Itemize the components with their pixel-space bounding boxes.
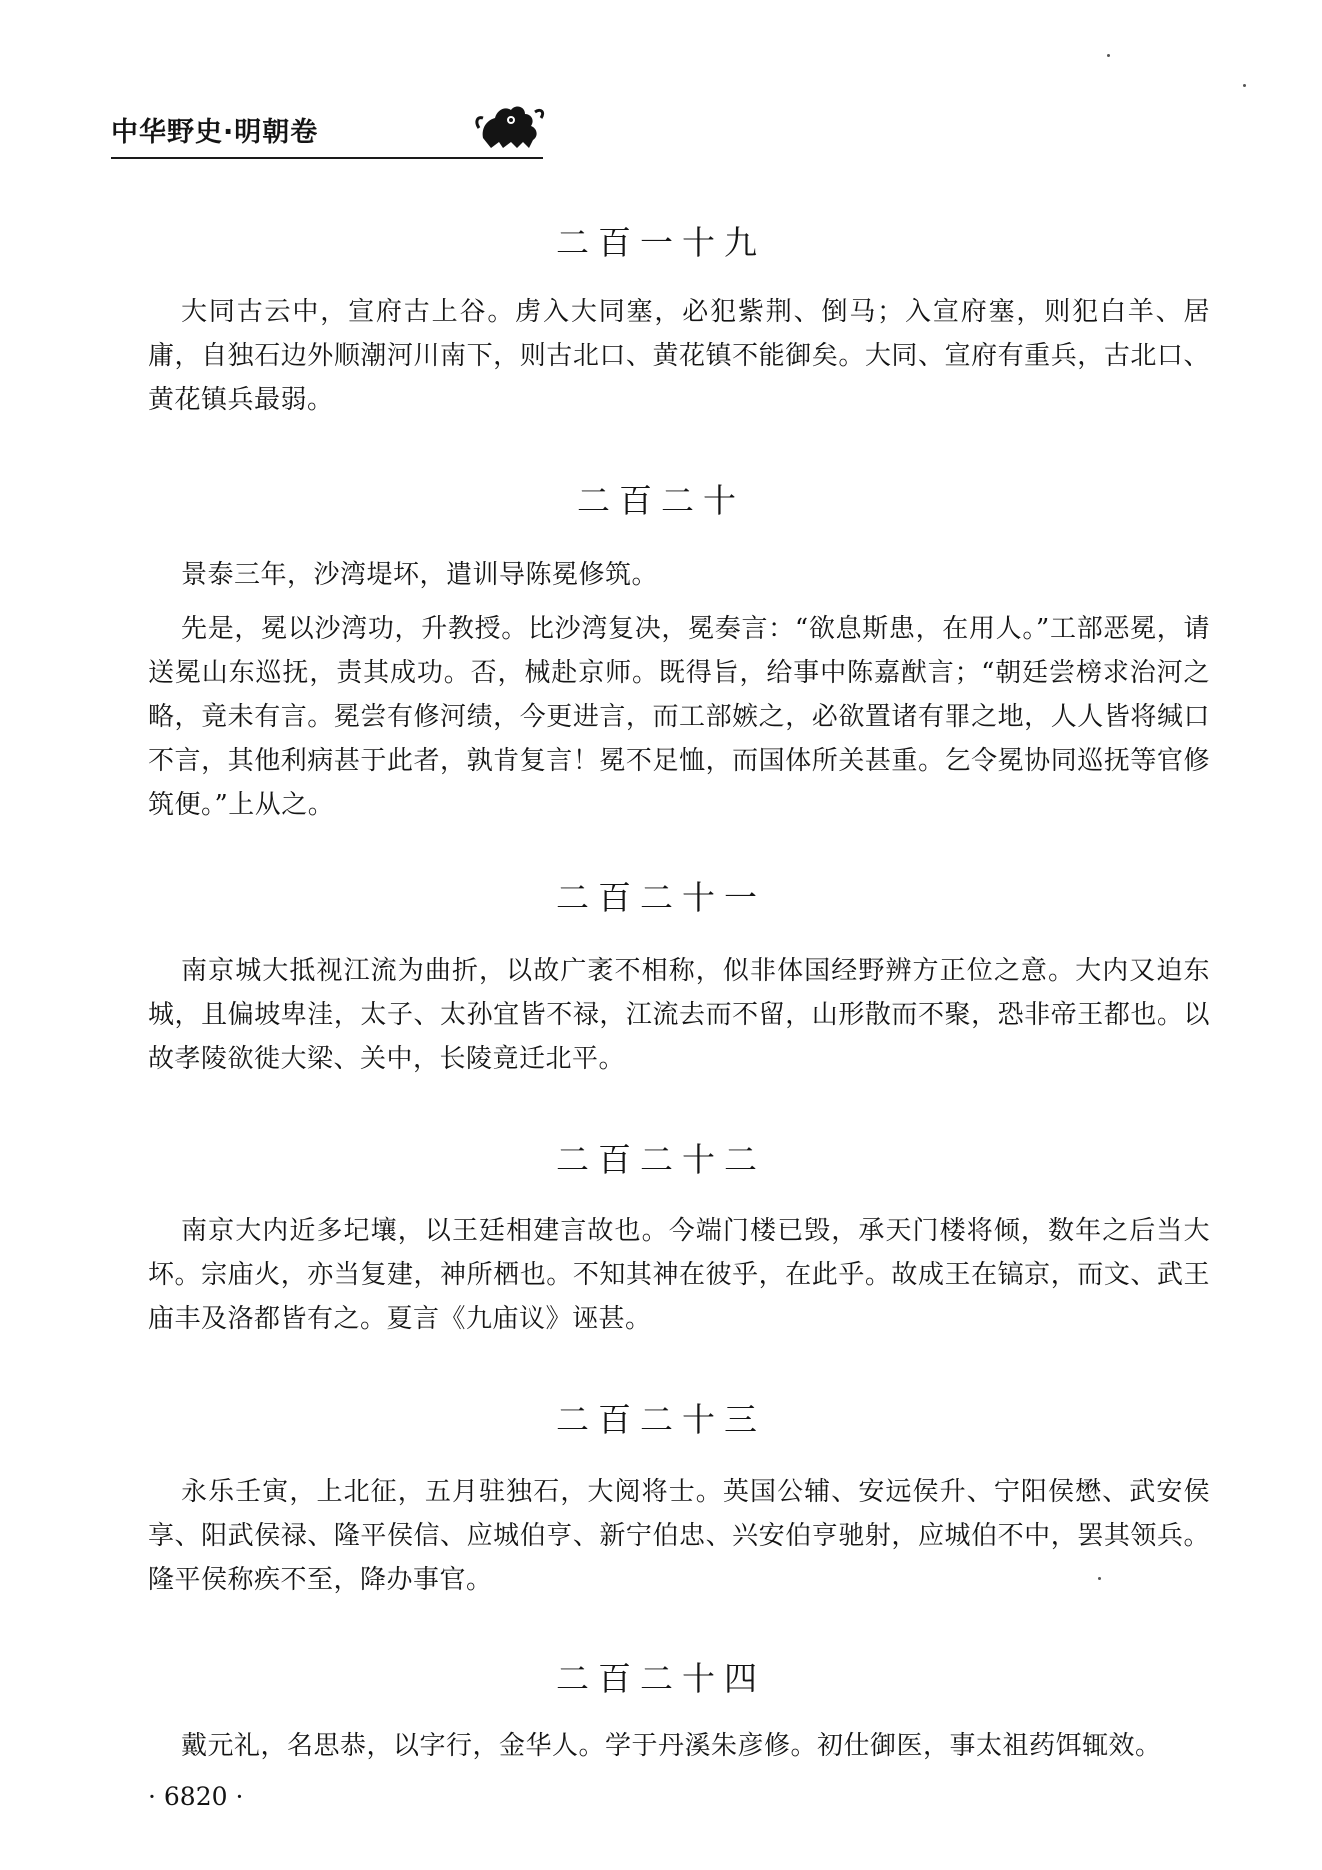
paragraph: 戴元礼，名思恭，以字行，金华人。学于丹溪朱彦修。初仕御医，事太祖药饵辄效。 <box>181 1731 1162 1761</box>
paragraph: 先是，冕以沙湾功，升教授。比沙湾复决，冕奏言：“欲息斯患，在用人。”工部恶冕，请送冕山东巡抚，责其成功。否，械赴京师。既得旨，给事中陈嘉猷言；“朝廷尝榜求治河之略，竟未有言。冕尝有修河绩，今更进言，而工部嫉之，必欲置诸有罪之地，人人皆将缄口不言，其他利病甚于此者，孰肯复言！冕不足恤，而国体所关甚重。乞令冕协同巡抚等官修筑便。”上从之。 <box>148 614 1210 820</box>
section-heading: 二百二十四 <box>556 1659 766 1698</box>
paragraph: 南京城大抵视江流为曲折，以故广袤不相称，似非体国经野辨方正位之意。大内又迫东城，且偏坡卑洼，太子、太孙宜皆不禄，江流去而不留，山形散而不聚，恐非帝王都也。以故孝陵欲徙大梁、关中，长陵竟迁北平。 <box>148 956 1210 1074</box>
paragraph: 永乐壬寅，上北征，五月驻独石，大阅将士。英国公辅、安远侯升、宁阳侯懋、武安侯享、阳武侯禄、隆平侯信、应城伯亨、新宁伯忠、兴安伯亨驰射，应城伯不中，罢其领兵。隆平侯称疾不至，降办事官。 <box>148 1477 1210 1595</box>
section-heading: 二百一十九 <box>556 223 766 262</box>
section-heading: 二百二十二 <box>556 1140 766 1179</box>
scan-speck <box>1098 1577 1101 1580</box>
paragraph: 大同古云中，宣府古上谷。虏入大同塞，必犯紫荆、倒马；入宣府塞，则犯白羊、居庸，自独石边外顺潮河川南下，则古北口、黄花镇不能御矣。大同、宣府有重兵，古北口、黄花镇兵最弱。 <box>148 297 1210 415</box>
header-rule <box>111 157 543 159</box>
running-header <box>111 98 543 156</box>
section-heading: 二百二十 <box>577 481 745 520</box>
book-title: 中华野史·明朝卷 <box>111 117 319 148</box>
scan-speck <box>1243 84 1246 87</box>
section-heading: 二百二十三 <box>556 1400 766 1439</box>
page-number: · 6820 · <box>148 1782 244 1811</box>
paragraph: 南京大内近多圮壤，以王廷相建言故也。今端门楼已毁，承天门楼将倾，数年之后当大坏。宗庙火，亦当复建，神所栖也。不知其神在彼乎，在此乎。故成王在镐京，而文、武王庙丰及洛都皆有之。夏言《九庙议》诬甚。 <box>148 1216 1210 1334</box>
paragraph: 景泰三年，沙湾堤坏，遣训导陈冕修筑。 <box>181 560 659 590</box>
scan-speck <box>1107 54 1110 57</box>
section-heading: 二百二十一 <box>556 878 766 917</box>
lion-emblem-icon <box>471 98 551 154</box>
